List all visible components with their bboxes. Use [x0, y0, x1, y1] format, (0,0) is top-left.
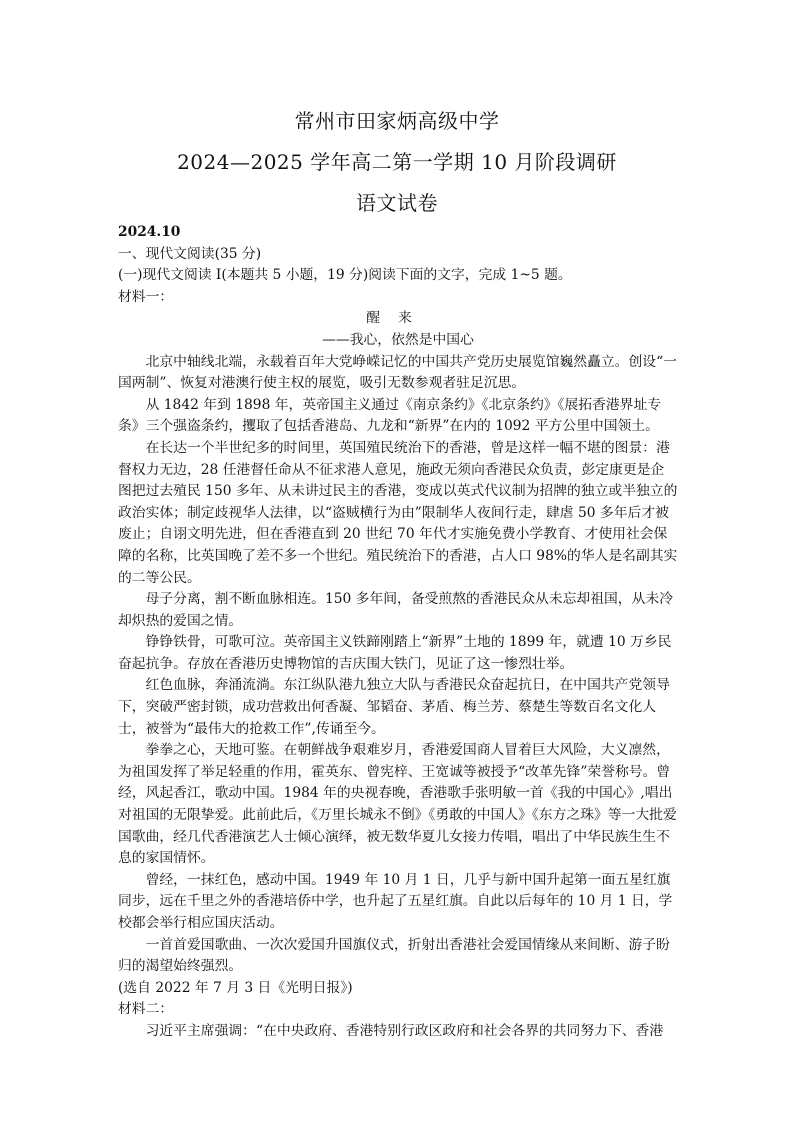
document-body	[118, 222, 678, 1043]
paragraph: 拳拳之心，天地可鉴。在朝鲜战争艰难岁月，香港爱国商人冒着巨大风险，大义凛然，为祖国发挥了举足轻重的作用，霍英东、曾宪梓、王宽诚等被授予“改革先锋”荣誉称号。曾经，风起香江，歌动中国。1984 年的央视春晚，香港歌手张明敏一首《我的中国心》,唱出对祖国的无限挚爱。此前此后，《万里长城永不倒》《勇敢的中国人》《东方之珠》等一大批爱国歌曲，经几代香港演艺人士倾心演绎，被无数华夏儿女接力传唱，唱出了中华民族生生不息的家国情怀。	[118, 742, 677, 867]
exam-date: 2024.10	[118, 224, 181, 240]
article-title: 醒来	[366, 310, 430, 327]
paragraph: 从 1842 年到 1898 年，英帝国主义通过《南京条约》《北京条约》《展拓香港界址专条》三个强盗条约，攫取了包括香港岛、九龙和“新界”在内的 1092 平方公里中国领土。	[118, 396, 662, 435]
source-citation: (选自 2022 年 7 月 3 日《光明日报》)	[118, 979, 353, 996]
paragraph: 母子分离，割不断血脉相连。150 多年间，备受煎熬的香港民众从未忘却祖国，从未冷却炽热的爱国之情。	[118, 591, 673, 629]
paragraph: 一首首爱国歌曲、一次次爱国升国旗仪式，折射出香港社会爱国情缘从来间断、游子盼归的渴望始终强烈。	[118, 936, 670, 975]
part-instructions: (一)现代文阅读 I(本题共 5 小题，19 分)阅读下面的文字，完成 1~5 题。	[118, 267, 572, 284]
paragraph: 在长达一个半世纪多的时间里，英国殖民统治下的香港，曾是这样一幅不堪的图景：港督权力无边，28 任港督任命从不征求港人意见，施政无须向香港民众负责，彭定康更是企图把过去殖民 150 多年、从未讲过民主的香港，变成以英式代议制为招牌的独立或半独立的政治实体；制定歧视华人法律，以“盗贼横行为由”限制华人夜间行走，肆虐 50 多年后才被废止；自诩文明先进，但在香港直到 20 世纪 70 年代才实施免费小学教育、才使用社会保障的名称，比英国晚了差不多一个世纪。殖民统治下的香港，占人口 98%的华人是名副其实的二等公民。	[118, 439, 678, 586]
term-title: 2024—2025 学年高二第一学期 10 月阶段调研	[177, 150, 617, 174]
subject-title: 语文试卷	[356, 191, 438, 215]
article-subtitle: ——我心，依然是中国心	[322, 331, 474, 348]
paragraph: 铮铮铁骨，可歌可泣。英帝国主义铁蹄刚踏上“新界”土地的 1899 年，就遭 10 万乡民奋起抗争。存放在香港历史博物馆的吉庆围大铁门，见证了这一惨烈壮举。	[118, 634, 672, 672]
material-label: 材料一：	[118, 288, 174, 305]
material-label: 材料二：	[118, 1001, 174, 1018]
school-title: 常州市田家炳高级中学	[294, 109, 500, 133]
part-heading: 一、现代文阅读(35 分)	[118, 245, 262, 262]
paragraph: 红色血脉，奔涌流淌。东江纵队港九独立大队与香港民众奋起抗日，在中国共产党领导下，突破严密封锁，成功营救出何香凝、邹韬奋、茅盾、梅兰芳、蔡楚生等数百名文化人士，被誉为“最伟大的抢救工作”,传诵至今。	[118, 677, 670, 737]
paragraph: 曾经，一抹红色，感动中国。1949 年 10 月 1 日，几乎与新中国升起第一面五星红旗同步，远在千里之外的香港培侨中学，也升起了五星红旗。自此以后每年的 10 月 1 日，学校都会举行相应国庆活动。	[118, 871, 673, 931]
paragraph: 北京中轴线北端，永载着百年大党峥嵘记忆的中国共产党历史展览馆巍然矗立。创设“一国两制”、恢复对港澳行使主权的展览，吸引无数参观者驻足沉思。	[118, 353, 677, 392]
paragraph: 习近平主席强调：“在中央政府、香港特别行政区政府和社会各界的共同努力下、香港	[145, 1022, 664, 1039]
